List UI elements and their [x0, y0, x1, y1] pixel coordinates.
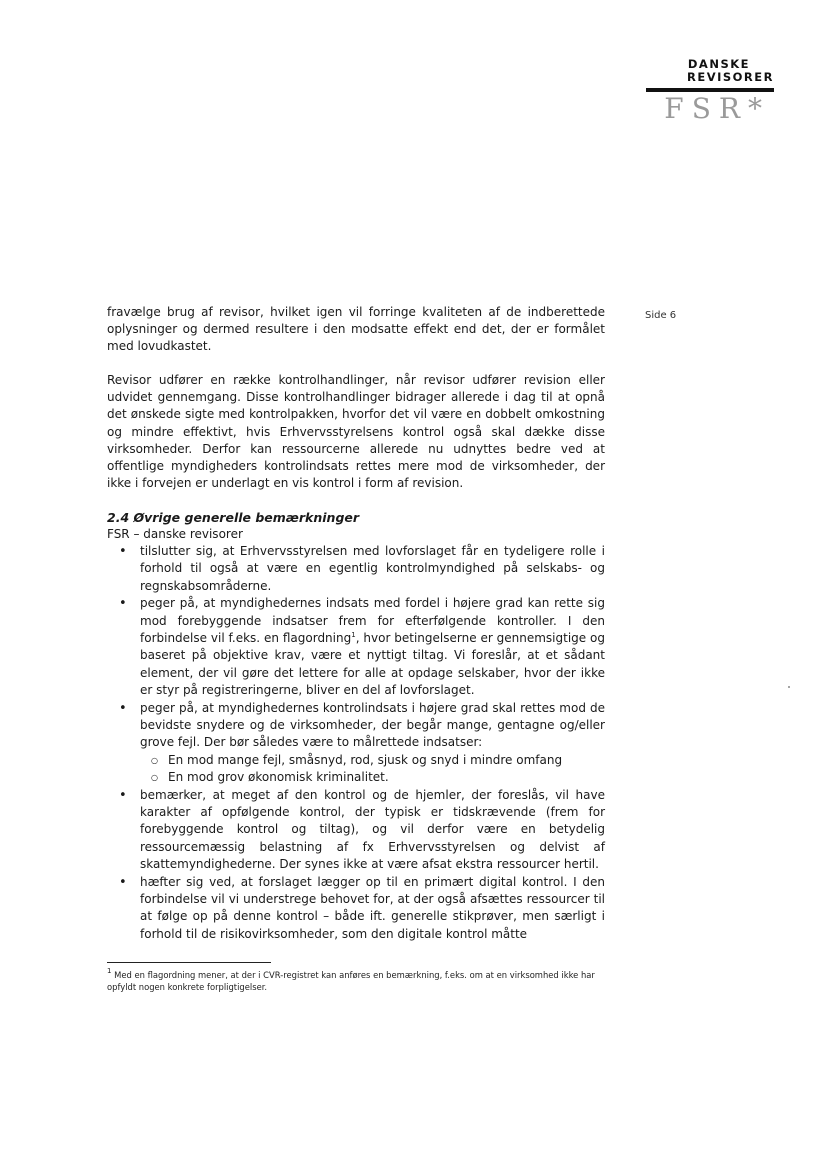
section-lead: FSR – danske revisorer [107, 526, 243, 541]
fsr-logo [640, 58, 774, 124]
page-number: Side 6 [645, 310, 677, 321]
sub-bullet-list [140, 752, 605, 787]
list-item-text: bemærker, at meget af den kontrol og de hjemler, der foreslås, vil have karakter af opfølgende kontrol, der typisk er tidskrævende (frem for forebyggende kontrol og tiltag), og vil derfor være en betydelig ressourcemæssig belastning af fx Erhvervsstyrelsen og delvist af skattemyndighederne. Der synes ikke at være afsat ekstra ressourcer hertil. [140, 787, 605, 872]
bullet-list [107, 543, 605, 943]
paragraph-2: Revisor udfører en række kontrolhandlinger, når revisor udfører revision eller udvidet gennemgang. Disse kontrolhandlinger bidrager allerede i dag til at opnå det ønskede sigte med kontrolpakken, hvorfor det vil være en dobbelt omkostning og mindre effektivt, hvis Erhvervsstyrelsens kontrol også skal dække disse virksomheder. Derfor kan ressourcerne allerede nu udnyttes bedre ved at offentlige myndigheders kontrolindsats rettes mere mod de virksomheder, der ikke i forvejen er underlagt en vis kontrol i form af revision. [107, 373, 605, 490]
sub-list-item: ○ En mod mange fejl, småsnyd, rod, sjusk og snyd i mindre omfang [107, 752, 605, 769]
logo-mark: FSR* [664, 92, 770, 125]
list-item-text-tail: , hvor betingelserne er gennemsigtige og baseret på objektive krav, være et nyttigt tiltag. Vi foreslår, at et sådant element, der vil gøre det lettere for alle at opdage selskaber, hvor der ikke er styr på registreringerne, bliver en del af lovforslaget. [140, 630, 606, 698]
list-item-text: peger på, at myndighedernes indsats med fordel i højere grad kan rette sig mod forebyggende indsatser frem for efterfølgende kontroller. I den forbindelse vil f.eks. en flagordning [140, 596, 605, 645]
sub-list-item: ○ En mod grov økonomisk kriminalitet. [107, 769, 605, 786]
paragraph-1: fravælge brug af revisor, hvilket igen vil forringe kvaliteten af de indberettede oplysninger og dermed resultere i den modsatte effekt end det, der er formålet med lovudkastet. [107, 305, 605, 354]
footnote-divider [107, 962, 271, 963]
list-item [107, 700, 605, 787]
section-heading: 2.4 Øvrige generelle bemærkninger [107, 509, 360, 525]
footnote [107, 967, 607, 993]
list-item-text: tilslutter sig, at Erhvervsstyrelsen med lovforslaget får en tydeligere rolle i forhold til også at være en egentlig kontrolmyndighed på selskabs- og regnskabsområderne. [140, 543, 605, 593]
footnote-text: Med en flagordning mener, at der i CVR-registret kan anføres en bemærkning, f.eks. om at en virksomhed ikke har opfyldt nogen konkrete forpligtigelser. [107, 970, 595, 992]
list-item [107, 874, 605, 944]
footnote-reference: 1 [351, 630, 356, 639]
logo-text-revisorer: REVISORER [686, 70, 774, 84]
scan-speck [788, 686, 790, 688]
list-item [107, 543, 605, 595]
list-item-text: peger på, at myndighedernes kontrolindsats i højere grad skal rettes mod de bevidste snydere og de virksomheder, der begår mange, gentagne og/eller grove fejl. Der bør således være to målrettede indsatser: [140, 700, 605, 750]
list-item-text: hæfter sig ved, at forslaget lægger op til en primært digital kontrol. I den forbindelse vil vi understrege behovet for, at der også afsættes ressourcer til at følge op på denne kontrol – både ift. generelle stikprøver, men særligt i forhold til de risikovirksomheder, som den digitale kontrol måtte [140, 874, 605, 941]
footnote-marker: 1 [107, 967, 112, 975]
list-item [107, 787, 605, 874]
paragraph-gap [107, 355, 605, 372]
document-body [107, 304, 605, 943]
logo-text-danske: DANSKE [687, 57, 750, 71]
list-item [107, 595, 605, 699]
